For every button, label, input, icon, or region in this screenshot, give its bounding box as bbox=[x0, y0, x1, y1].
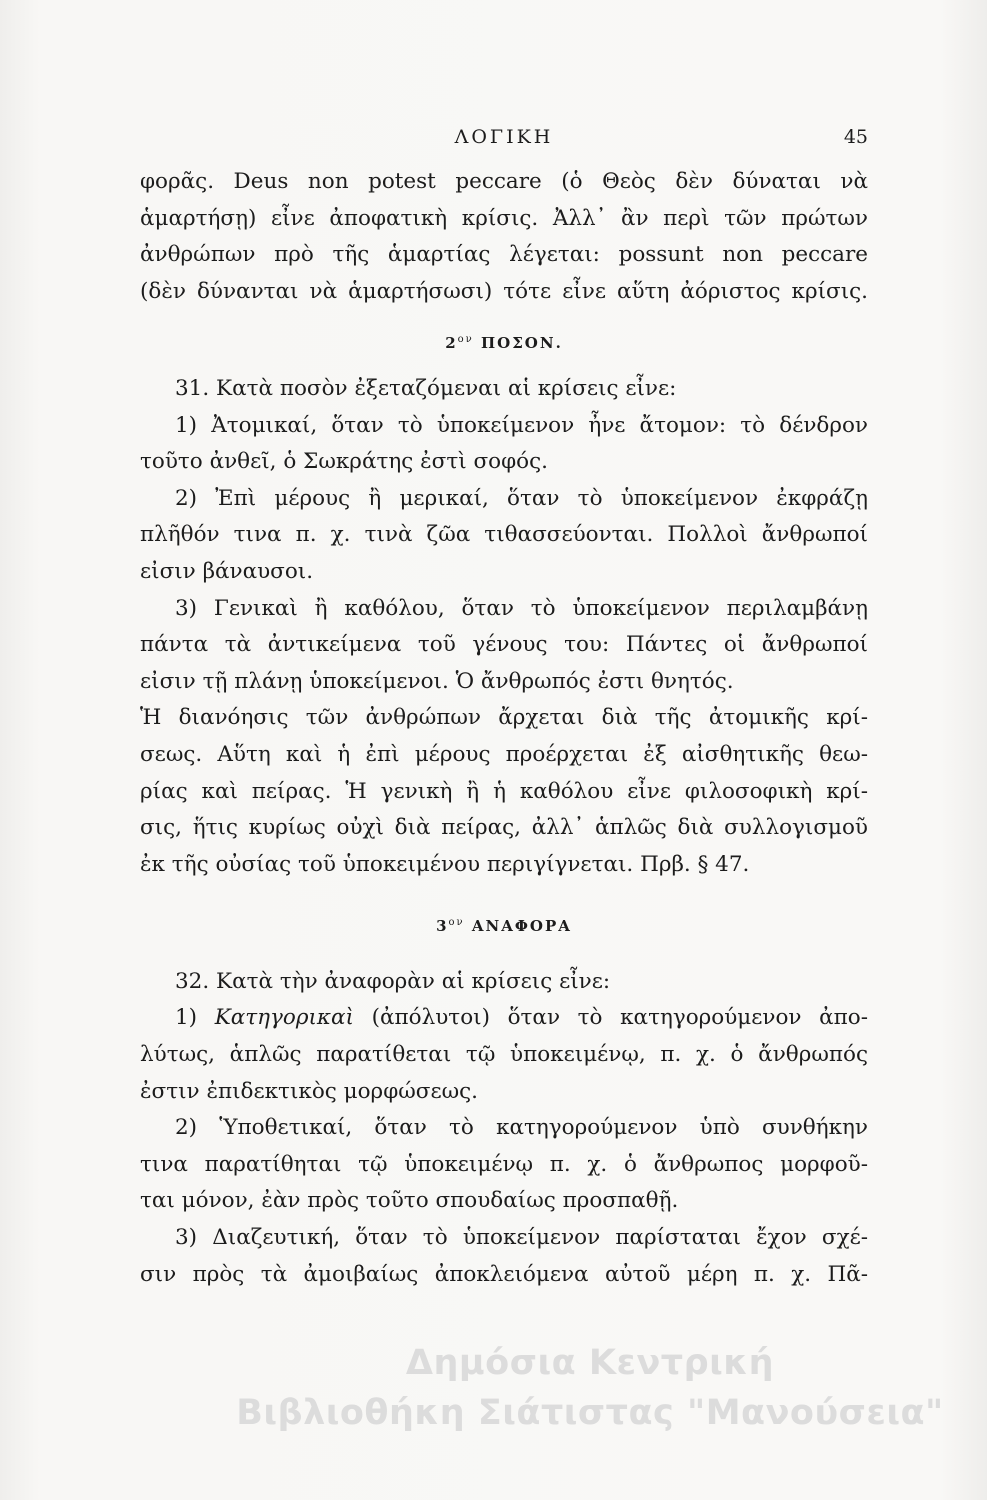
body-text bbox=[140, 164, 868, 1293]
text-line: λύτως, ἁπλῶς παρατίθεται τῷ ὑποκειμένῳ, π. χ. ὁ ἄνθρωπός bbox=[140, 1042, 868, 1068]
list-marker: 1) bbox=[175, 1005, 215, 1031]
text-line: ἐστιν ἐπιδεκτικὸς μορφώσεως. bbox=[140, 1078, 479, 1104]
paragraph-32-start: 32. Κατὰ τὴν ἀναφορὰν αἱ κρίσεις εἶνε: bbox=[175, 968, 611, 994]
heading-text: ΠΟΣΟΝ. bbox=[480, 334, 563, 353]
text-line: ἐκ τῆς οὐσίας τοῦ ὑποκειμένου περιγίγνεται. Πρβ. § 47. bbox=[140, 851, 750, 877]
text-line: 2) Ὑποθετικαί, ὅταν τὸ κατηγορούμενον ὑπὸ συνθήκην bbox=[175, 1115, 868, 1141]
library-watermark-line1: Δημόσια Κεντρική bbox=[405, 1343, 775, 1383]
text-line: ἀνθρώπων πρὸ τῆς ἁμαρτίας λέγεται: possunt non peccare bbox=[140, 242, 868, 268]
text-line: εἰσιν τῇ πλάνῃ ὑποκείμενοι. Ὁ ἄνθρωπός ἐστι θνητός. bbox=[140, 668, 734, 694]
text-line: φορᾶς. Deus non potest peccare (ὁ Θεὸς δὲν δύναται νὰ bbox=[140, 169, 868, 194]
paragraph-31-start: 31. Κατὰ ποσὸν ἐξεταζόμεναι αἱ κρίσεις εἶνε: bbox=[175, 375, 677, 401]
heading-number: 2 bbox=[445, 334, 458, 353]
text-line: ἁμαρτήσῃ) εἶνε ἀποφατικὴ κρίσις. Ἀλλ᾽ ἂν περὶ τῶν πρώτων bbox=[140, 205, 868, 231]
text-line: 3) Διαζευτική, ὅταν τὸ ὑποκείμενον παρίσταται ἔχον σχέ- bbox=[175, 1225, 868, 1251]
heading-ordinal: ον bbox=[448, 917, 465, 929]
text-line: πλῆθόν τινα π. χ. τινὰ ζῶα τιθασσεύονται. Πολλοὶ ἄνθρωποί bbox=[140, 522, 868, 548]
italic-term: Κατηγορικαὶ bbox=[214, 1005, 354, 1031]
text-line: τοῦτο ἀνθεῖ, ὁ Σωκράτης ἐστὶ σοφός. bbox=[140, 449, 548, 475]
running-title: ΛΟΓΙΚΗ bbox=[454, 126, 554, 148]
heading-ordinal: ον bbox=[457, 334, 474, 346]
text-line: Ἡ διανόησις τῶν ἀνθρώπων ἄρχεται διὰ τῆς ἀτομικῆς κρί- bbox=[140, 705, 868, 731]
text-line: (δὲν δύνανται νὰ ἁμαρτήσωσι) τότε εἶνε αὕτη ἀόριστος κρίσις. bbox=[140, 278, 868, 304]
heading-number: 3 bbox=[436, 917, 449, 936]
text-span: (ἀπόλυτοι) ὅταν τὸ κατηγορούμενον ἀπο- bbox=[353, 1005, 868, 1031]
text-line: 1) Ἀτομικαί, ὅταν τὸ ὑποκείμενον ἦνε ἄτομον: τὸ δένδρον bbox=[175, 412, 868, 438]
text-line: ρίας καὶ πείρας. Ἡ γενικὴ ἢ ἡ καθόλου εἶνε φιλοσοφικὴ κρί- bbox=[140, 778, 868, 804]
section-heading-anafora bbox=[140, 905, 868, 942]
section-heading-poson bbox=[140, 322, 868, 359]
text-line: σις, ἥτις κυρίως οὐχὶ διὰ πείρας, ἀλλ᾽ ἁπλῶς διὰ συλλογισμοῦ bbox=[140, 815, 868, 841]
text-line: εἰσιν βάναυσοι. bbox=[140, 558, 314, 584]
text-line: σεως. Αὕτη καὶ ἡ ἐπὶ μέρους προέρχεται ἐξ αἰσθητικῆς θεω- bbox=[140, 741, 868, 767]
text-line: πάντα τὰ ἀντικείμενα τοῦ γένους του: Πάντες οἱ ἄνθρωποί bbox=[140, 632, 868, 658]
text-line bbox=[140, 1000, 868, 1037]
text-line: 2) Ἐπὶ μέρους ἢ μερικαί, ὅταν τὸ ὑποκείμενον ἐκφράζῃ bbox=[175, 485, 868, 511]
text-line: 3) Γενικαὶ ἢ καθόλου, ὅταν τὸ ὑποκείμενον περιλαμβάνῃ bbox=[175, 595, 868, 621]
text-line: σιν πρὸς τὰ ἀμοιβαίως ἀποκλειόμενα αὐτοῦ μέρη π. χ. Πᾶ- bbox=[140, 1261, 868, 1287]
library-watermark-line2: Βιβλιοθήκη Σιάτιστας "Μανούσεια" bbox=[236, 1393, 944, 1433]
text-line: ται μόνον, ἐὰν πρὸς τοῦτο σπουδαίως προσπαθῇ. bbox=[140, 1188, 679, 1214]
heading-text: ΑΝΑΦΟΡΑ bbox=[471, 917, 572, 936]
running-header bbox=[140, 118, 868, 158]
text-line: τινα παρατίθηται τῷ ὑποκειμένῳ π. χ. ὁ ἄνθρωπος μορφοῦ- bbox=[140, 1151, 868, 1177]
page-number: 45 bbox=[843, 126, 868, 148]
